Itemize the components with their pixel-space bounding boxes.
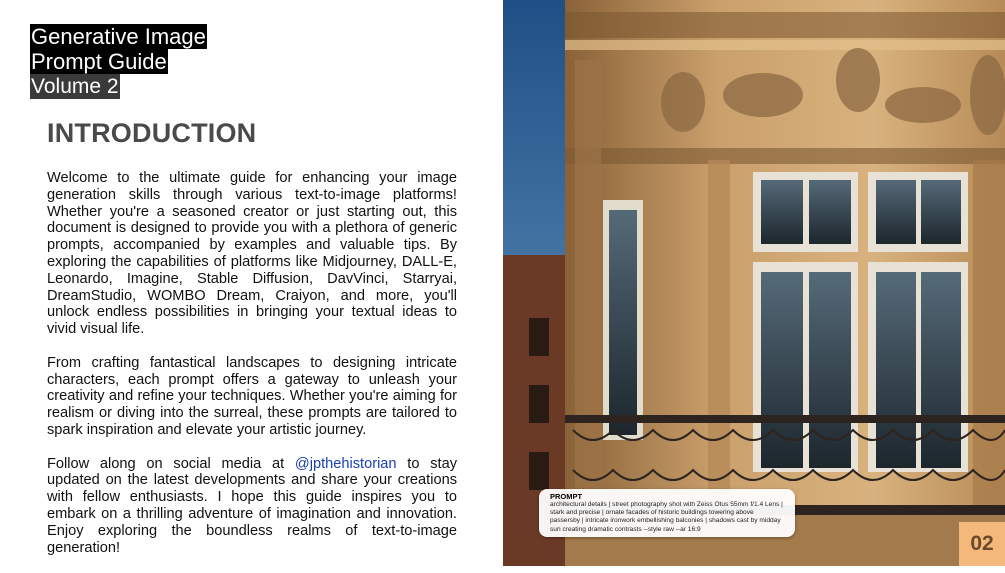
social-handle-link[interactable]: @jpthehistorian: [294, 455, 397, 472]
intro-paragraph-2: From crafting fantastical landscapes to designing intricate characters, each prompt offers a gateway to unleash your creativity and refine your techniques. Whether you're aiming for realism or diving into the surreal, these prompts are tailored to spark inspiration and elevate your artistic journey.: [47, 354, 457, 438]
intro-body: [47, 170, 457, 573]
prompt-label: PROMPT: [550, 492, 583, 501]
volume-label: Volume 2: [31, 75, 119, 98]
title-line-2: Prompt Guide: [31, 49, 167, 74]
paragraph-3-lead: Follow along on social media at: [47, 455, 295, 472]
section-heading: INTRODUCTION: [47, 118, 257, 148]
title-line-1: Generative Image: [31, 24, 206, 49]
paragraph-3-rest: to stay updated on the latest developments and share your creations with fellow enthusiasts. I hope this guide inspires you to embark on a thrilling adventure of imagination and innovation. Enjoy exploring the boundless realms of text-to-image generation!: [47, 455, 458, 556]
prompt-card: [539, 489, 795, 537]
prompt-text: architectural details | street photography shot with Zeiss Otus 55mm f/1.4 Lens | stark and precise | ornate facades of historic buildings towering above passersby | intricate ironwork embellishing balconies | shadows cast by midday sun creating dramatic contrasts --style raw --ar 16:9: [550, 501, 783, 533]
title-block: [30, 24, 207, 99]
intro-paragraph-1: Welcome to the ultimate guide for enhancing your image generation skills through various text-to-image platforms! Whether you're a seasoned creator or just starting out, this document is designed to provide you with a plethora of generic prompts, accompanied by examples and valuable tips. By exploring the capabilities of platforms like Midjourney, DALL-E, Leonardo, Imagine, Stable Diffusion, DavVinci, Starryai, DreamStudio, WOMBO Dream, Craiyon, and more, you'll unlock endless possibilities in bringing your textual ideas to vivid visual life.: [47, 170, 457, 338]
intro-paragraph-3: [47, 456, 457, 557]
building-photo: [503, 0, 1005, 566]
page-number-badge: 02: [959, 522, 1005, 566]
